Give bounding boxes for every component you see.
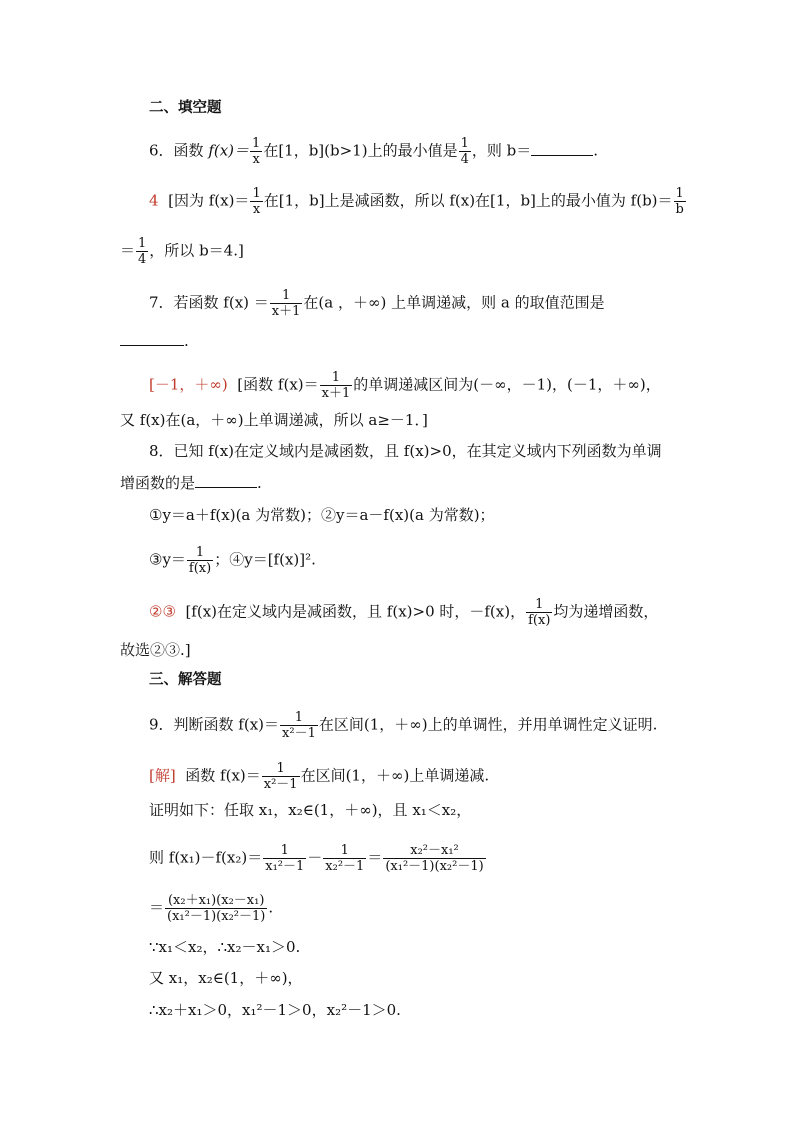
solution-line-7: ∴x₂＋x₁＞0，x₁²－1＞0，x₂²－1＞0. [149,1001,401,1019]
solution-line-3: 则 f(x₁)－f(x₂)＝ $\frac{1}{\text{x₁²－1}}$ － $\frac{1}{\text{x₂²－1}}$ ＝ $\frac{\text{x₂²－x₁²}}{\text{(x₁²－1)(x₂²－1)}}$ [149,843,484,874]
fraction: $\frac{1}{b}$ [675,186,684,217]
fraction: $\frac{\text{(x₂＋x₁)(x₂－x₁)}}{\text{(x₁²－1)(x₂²－1)}}$ [167,893,266,924]
solution-line-5: ∵x₁＜x₂，∴x₂－x₁＞0. [149,938,301,956]
fraction: $\frac{\text{x₂²－x₁²}}{\text{(x₁²－1)(x₂²－1)}}$ [385,843,484,874]
fraction: $\frac{1}{4}$ [460,136,469,167]
fraction: $\frac{1}{\text{x²－1}}$ [282,710,316,741]
section-heading-fill-blank: 二、填空题 [149,100,222,116]
fraction: $\frac{1}{x}$ [252,186,261,217]
fraction: $\frac{1}{\text{x²－1}}$ [263,761,298,792]
answer-7-value: [－1，＋∞) [149,375,228,394]
fraction: $\frac{1}{f(x)}$ [188,545,212,576]
solution-line-1: [解] 函数 f(x)＝ $\frac{1}{\text{x²－1}}$ 在区间(1，＋∞)上单调递减. [149,761,490,792]
solution-tag: [解] [149,766,176,785]
question-6: 6．函数 f(x)＝ $\frac{1}{x}$ 在[1，b](b>1)上的最小值是 $\frac{1}{4}$ ，则 b＝ . [149,136,599,167]
fraction: $\frac{1}{x+1}$ [321,370,351,401]
question-8-options-2: ③y＝ $\frac{1}{f(x)}$ ；④y＝[f(x)]². [149,545,316,576]
fraction: $\frac{1}{x}$ [252,136,261,167]
fraction: $\frac{1}{f(x)}$ [528,597,551,628]
answer-8-line-2: 故选②③.] [120,641,191,659]
answer-blank [120,331,184,346]
fraction: $\frac{1}{x+1}$ [271,288,301,319]
solution-line-2: 证明如下：任取 x₁，x₂∈(1，＋∞)，且 x₁＜x₂， [149,801,472,819]
answer-6-line-2: ＝ $\frac{1}{4}$ ，所以 b＝4.] [120,236,244,267]
answer-7-line-1: [－1，＋∞) [函数 f(x)＝ $\frac{1}{x+1}$ 的单调递减区间为(－∞，－1)，(－1，＋∞)， [149,370,661,401]
answer-7-line-2: 又 f(x)在(a，＋∞)上单调递减，所以 a≥－1．] [120,411,428,429]
answer-8-line-1: ②③ [f(x)在定义域内是减函数，且 f(x)>0 时，－f(x)， $\frac{1}{f(x)}$ 均为递增函数， [149,597,659,628]
answer-6-value: 4 [149,191,159,210]
answer-blank [531,141,593,156]
solution-line-4: ＝ $\frac{\text{(x₂＋x₁)(x₂－x₁)}}{\text{(x₁²－1)(x₂²－1)}}$ . [149,893,274,924]
answer-blank [195,473,257,488]
question-7-blank-line: . [120,331,189,351]
fraction: $\frac{1}{\text{x₁²－1}}$ [265,843,305,874]
solution-line-6: 又 x₁，x₂∈(1，＋∞)， [149,969,303,987]
question-8-line-2: 增函数的是 . [120,474,262,492]
question-8-line-1: 8．已知 f(x)在定义域内是减函数，且 f(x)>0，在其定义域内下列函数为单调 [149,442,662,460]
fraction: $\frac{1}{4}$ [138,236,147,267]
answer-8-value: ②③ [149,602,176,621]
question-7: 7．若函数 f(x) ＝ $\frac{1}{x+1}$ 在(a ，＋∞) 上单调递减，则 a 的取值范围是 [149,288,605,319]
section-heading-solve: 三、解答题 [149,672,222,688]
answer-6-line-1: 4 [因为 f(x)＝ $\frac{1}{x}$ 在[1，b]上是减函数，所以 f(x)在[1，b]上的最小值为 f(b)＝ $\frac{1}{b}$ [149,186,684,217]
question-9: 9．判断函数 f(x)＝ $\frac{1}{\text{x²－1}}$ 在区间(1，＋∞)上的单调性，并用单调性定义证明. [149,710,658,741]
question-8-options-1: ①y＝a＋f(x)(a 为常数)；②y＝a－f(x)(a 为常数)； [149,506,495,524]
fraction: $\frac{1}{\text{x₂²－1}}$ [325,843,365,874]
